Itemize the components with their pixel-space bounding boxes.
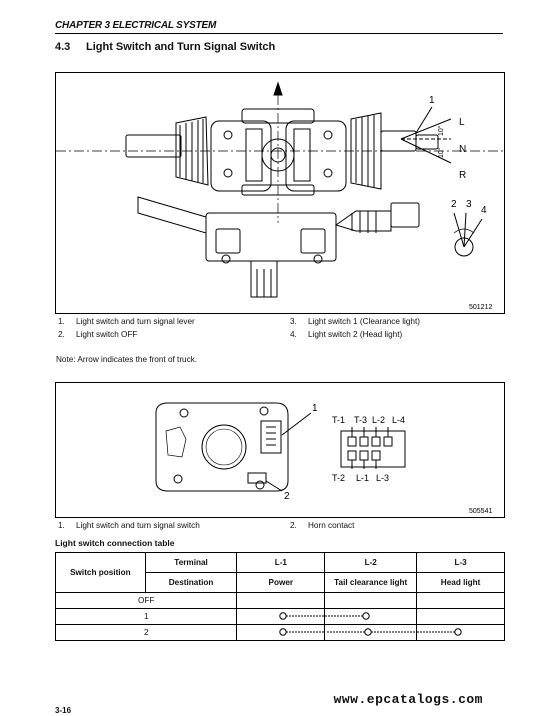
callout-1: 1 bbox=[312, 403, 318, 414]
terminal-T-3: T-3 bbox=[354, 415, 368, 425]
callout-R: R bbox=[459, 170, 467, 181]
page-number: 3-16 bbox=[55, 706, 72, 715]
legend-item-3: 3. Light switch 1 (Clearance light) bbox=[290, 317, 420, 326]
callout-L: L bbox=[459, 117, 465, 128]
terminal-header: Terminal bbox=[145, 553, 237, 573]
header-rule bbox=[55, 33, 503, 34]
callout-3: 3 bbox=[466, 199, 472, 210]
legend-item-4: 4. Light switch 2 (Head light) bbox=[290, 330, 403, 339]
connection-mid-marker bbox=[327, 627, 415, 637]
note-text: Note: Arrow indicates the front of truck. bbox=[56, 355, 198, 364]
terminal-L-3: L-3 bbox=[376, 473, 390, 483]
column-destination: Head light bbox=[417, 573, 505, 593]
cell bbox=[417, 625, 505, 641]
column-terminal: L-3 bbox=[417, 553, 505, 573]
column-destination: Tail clearance light bbox=[325, 573, 417, 593]
table-row bbox=[56, 625, 505, 641]
connection-table bbox=[55, 552, 505, 641]
terminal-T-1: T-1 bbox=[332, 415, 346, 425]
table-row bbox=[56, 593, 505, 609]
cell bbox=[325, 625, 417, 641]
column-destination: Power bbox=[237, 573, 325, 593]
cell bbox=[237, 593, 325, 609]
legend2-item-2: 2. Horn contact bbox=[290, 521, 355, 530]
section-number: 4.3 bbox=[55, 41, 71, 53]
cell bbox=[417, 609, 505, 625]
cell bbox=[237, 625, 325, 641]
switch-position-header: Switch position bbox=[56, 553, 146, 593]
row-position: OFF bbox=[56, 593, 237, 609]
cell bbox=[417, 593, 505, 609]
table-title: Light switch connection table bbox=[55, 538, 175, 548]
callout-4: 4 bbox=[481, 205, 487, 216]
column-terminal: L-1 bbox=[237, 553, 325, 573]
callout-2: 2 bbox=[451, 199, 457, 210]
row-position: 2 bbox=[56, 625, 237, 641]
angle-label-down: 10° bbox=[438, 147, 445, 158]
legend-item-2: 2. Light switch OFF bbox=[58, 330, 138, 339]
legend2-item-1: 1. Light switch and turn signal switch bbox=[58, 521, 200, 530]
cell bbox=[325, 593, 417, 609]
section-title: Light Switch and Turn Signal Switch bbox=[86, 41, 276, 53]
footer-url[interactable]: www.epcatalogs.com bbox=[333, 692, 483, 707]
cell bbox=[325, 609, 417, 625]
legend-item-1: 1. Light switch and turn signal lever bbox=[58, 317, 195, 326]
chapter-heading: CHAPTER 3 ELECTRICAL SYSTEM bbox=[55, 20, 217, 31]
terminal-L-2: L-2 bbox=[372, 415, 386, 425]
angle-label-up: 10° bbox=[438, 125, 445, 136]
connection-end-marker bbox=[325, 611, 371, 621]
callout-N: N bbox=[459, 144, 467, 155]
figure-switch-connector bbox=[55, 382, 505, 518]
figure-light-switch-lever bbox=[55, 72, 505, 314]
cell bbox=[237, 609, 325, 625]
connector-drawing bbox=[56, 383, 504, 517]
terminal-L-4: L-4 bbox=[392, 415, 406, 425]
figure-code: 505541 bbox=[469, 508, 493, 515]
connection-start-marker bbox=[278, 611, 324, 621]
figure-code: 501212 bbox=[469, 304, 493, 311]
callout-1: 1 bbox=[429, 95, 435, 106]
terminal-T-2: T-2 bbox=[332, 473, 346, 483]
connection-end-marker bbox=[417, 627, 463, 637]
callout-2: 2 bbox=[284, 491, 290, 502]
lever-drawing bbox=[56, 73, 504, 313]
row-position: 1 bbox=[56, 609, 237, 625]
destination-header: Destination bbox=[145, 573, 237, 593]
terminal-L-1: L-1 bbox=[356, 473, 370, 483]
connection-start-marker bbox=[278, 627, 324, 637]
column-terminal: L-2 bbox=[325, 553, 417, 573]
table-row bbox=[56, 609, 505, 625]
